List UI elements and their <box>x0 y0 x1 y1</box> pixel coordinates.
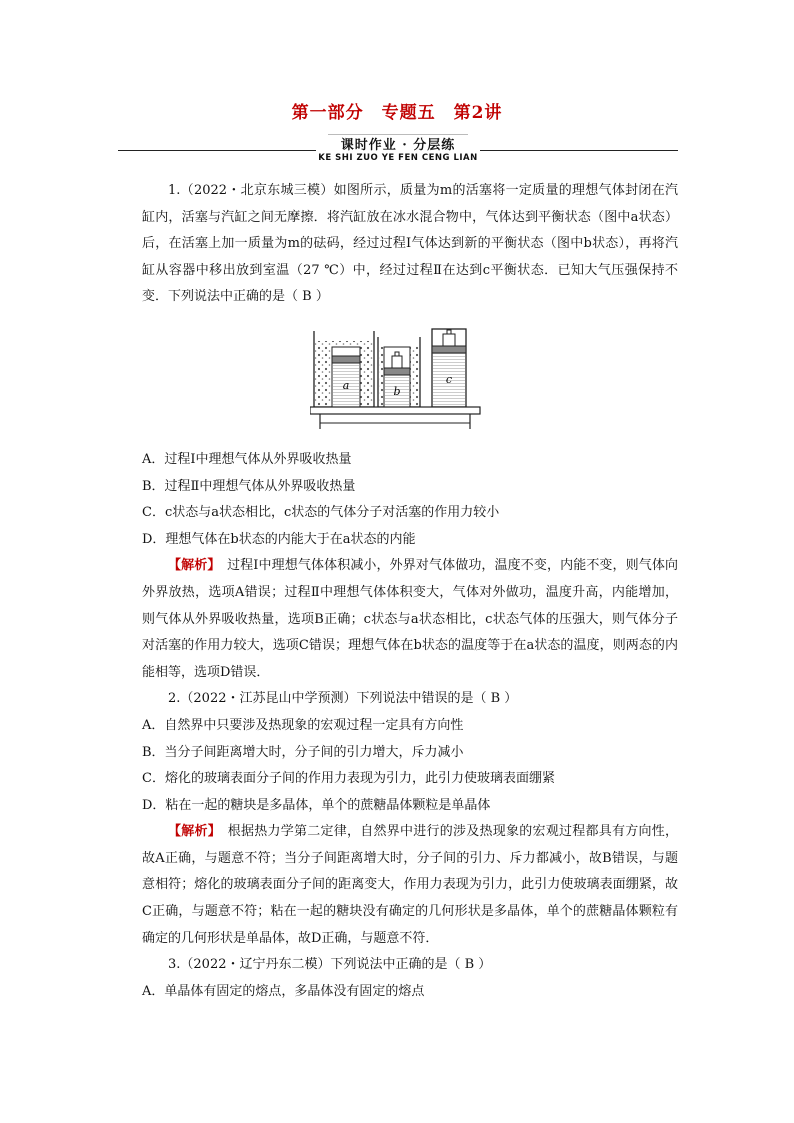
page-title: 第一部分 专题五 第2讲 <box>291 103 503 123</box>
question-2-option-d: D．粘在一起的糖块是多晶体，单个的蔗糖晶体颗粒是单晶体 <box>142 797 491 813</box>
question-1-option-a: A．过程Ⅰ中理想气体从外界吸收热量 <box>142 451 352 467</box>
banner-subtitle: KE SHI ZUO YE FEN CENG LIAN <box>318 153 478 163</box>
question-1-option-d: D．理想气体在b状态的内能大于在a状态的内能 <box>142 531 416 547</box>
question-1-explanation <box>142 553 678 686</box>
question-3-stem: 3.（2022・辽宁丹东二模）下列说法中正确的是（ B ） <box>168 957 492 973</box>
cylinder-diagram <box>310 325 482 431</box>
question-1-stem: 1.（2022・北京东城三模）如图所示，质量为m的活塞将一定质量的理想气体封闭在汽缸内，活塞与汽缸之间无摩擦．将汽缸放在冰水混合物中，气体达到平衡状态（图中a状态）后，在活塞上加一质量为m的砝码，经过过程Ⅰ气体达到新的平衡状态（图中b状态），再将汽缸从容器中移出放到室温（27 ℃）中，经过过程Ⅱ在达到c平衡状态．已知大气压强保持不变．下列说法中正确的是（ B ） <box>142 183 678 305</box>
banner-label: 课时作业 · 分层练 <box>340 138 456 153</box>
question-1-figure <box>310 325 678 431</box>
explanation-tag: 【解析】 <box>168 558 214 574</box>
question-2-stem: 2.（2022・江苏昆山中学预测）下列说法中错误的是（ B ） <box>168 691 518 707</box>
question-2-option-c: C．熔化的玻璃表面分子间的作用力表现为引力，此引力使玻璃表面绷紧 <box>142 771 555 787</box>
content <box>142 178 678 1005</box>
question-2-explanation <box>142 819 678 952</box>
question-2-option-b: B．当分子间距离增大时，分子间的引力增大，斥力减小 <box>142 744 464 760</box>
question-3-option-a: A．单晶体有固定的熔点，多晶体没有固定的熔点 <box>142 983 425 999</box>
explanation-text: 过程Ⅰ中理想气体体积减小，外界对气体做功，温度不变，内能不变，则气体向外界放热，选项A错误；过程Ⅱ中理想气体体积变大，气体对外做功，温度升高，内能增加，则气体从外界吸收热量，选项B正确；c状态与a状态相比，c状态气体的压强大，则气体分子对活塞的作用力较大，选项C错误；理想气体在b状态的温度等于在a状态的温度，则两态的内能相等，选项D错误． <box>142 558 678 680</box>
question-2-option-a: A．自然界中只要涉及热现象的宏观过程一定具有方向性 <box>142 717 464 733</box>
question-1-option-c: C．c状态与a状态相比，c状态的气体分子对活塞的作用力较小 <box>142 505 500 521</box>
question-1-option-b: B．过程Ⅱ中理想气体从外界吸收热量 <box>142 478 356 494</box>
state-b-label: b <box>393 384 401 398</box>
explanation-tag: 【解析】 <box>168 824 215 840</box>
state-a-label: a <box>342 378 350 392</box>
state-c-label: c <box>445 372 453 386</box>
explanation-text: 根据热力学第二定律，自然界中进行的涉及热现象的宏观过程都具有方向性，故A正确，与题意不符；当分子间距离增大时，分子间的引力、斥力都减小，故B错误，与题意相符；熔化的玻璃表面分子间的距离变大，作用力表现为引力，此引力使玻璃表面绷紧，故C正确，与题意不符；粘在一起的糖块没有确定的几何形状是多晶体，单个的蔗糖晶体颗粒有确定的几何形状是单晶体，故D正确，与题意不符． <box>142 824 678 946</box>
section-banner <box>118 132 678 172</box>
